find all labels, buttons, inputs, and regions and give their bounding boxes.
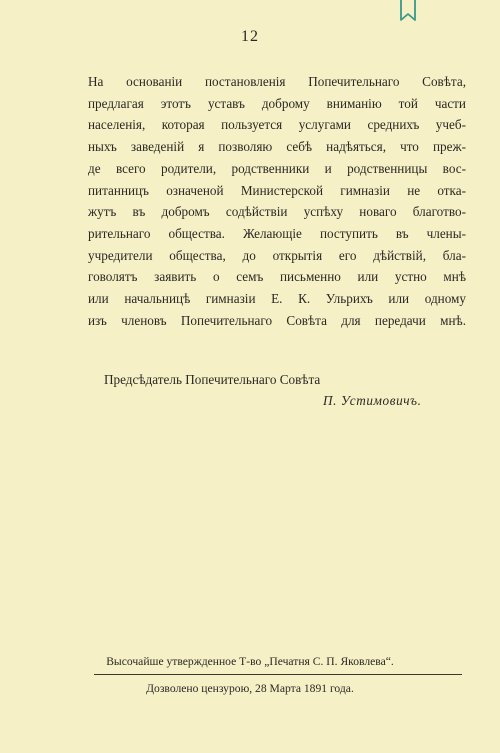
body-line: или начальницѣ гимназіи Е. К. Ульрихъ или одному xyxy=(88,291,466,307)
printer-imprint: Высочайше утвержденное Т-во „Печатня С. П. Яковлева“. xyxy=(106,655,394,668)
body-line: населенія, которая пользуется услугами среднихъ учеб- xyxy=(88,117,466,133)
footer-divider xyxy=(94,674,462,675)
body-line: учредители общества, до открытія его дѣйствій, бла- xyxy=(88,247,466,263)
page-number: 12 xyxy=(241,28,259,45)
body-line: ныхъ заведеній я позволяю себѣ надѣяться, что преж- xyxy=(88,139,466,155)
body-line: рительнаго общества. Желающіе поступить въ члены- xyxy=(88,225,466,241)
signature-title: Предсѣдатель Попечительнаго Совѣта xyxy=(104,372,321,387)
body-line: предлагая этотъ уставъ доброму вниманію той части xyxy=(88,95,466,111)
bookmark-icon-shape xyxy=(396,0,420,24)
body-line: изъ членовъ Попечительнаго Совѣта для передачи мнѣ. xyxy=(88,312,466,328)
signature-name: П. Устимовичъ. xyxy=(323,393,422,408)
body-text xyxy=(88,71,466,331)
body-line: питанницъ означеной Министерской гимназіи не отка- xyxy=(88,182,466,198)
body-line: де всего родители, родственники и родственницы вос- xyxy=(88,160,466,176)
body-line: говолятъ заявить о семъ письменно или устно мнѣ xyxy=(88,269,466,285)
body-line: На основаніи постановленія Попечительнаго Совѣта, xyxy=(88,74,466,89)
body-line: жутъ въ добромъ содѣйствіи успѣху новаго благотво- xyxy=(88,204,466,220)
bookmark-icon[interactable] xyxy=(396,0,420,24)
censorship-note: Дозволено цензурою, 28 Марта 1891 года. xyxy=(146,682,354,695)
